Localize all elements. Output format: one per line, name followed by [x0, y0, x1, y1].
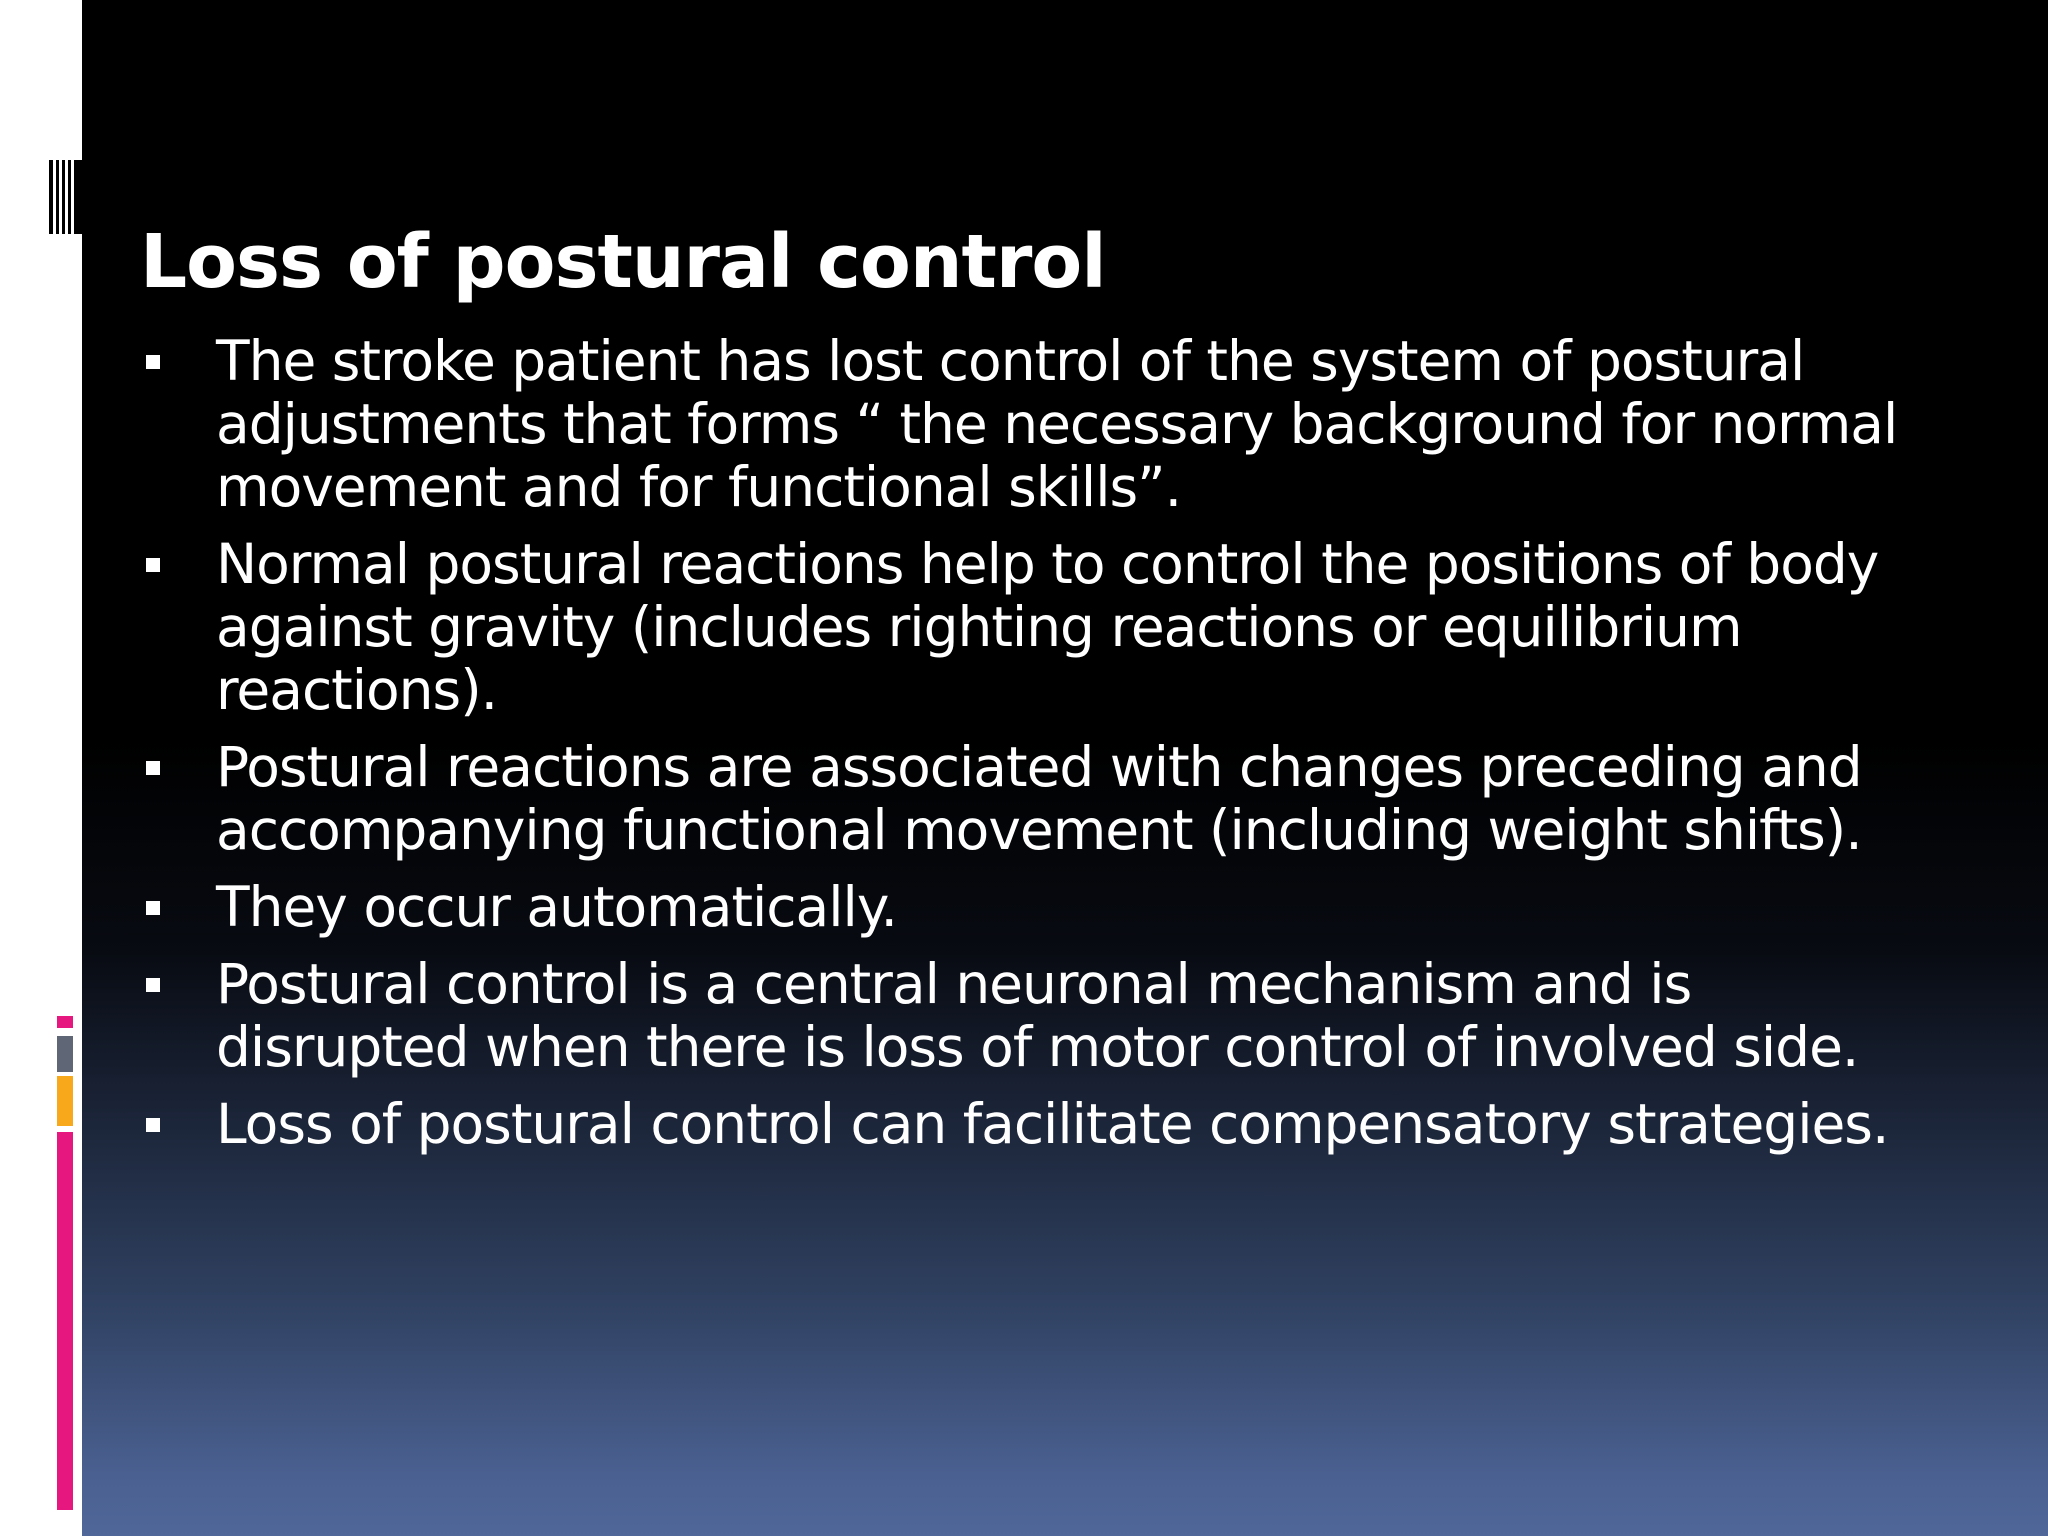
decorative-stripe	[74, 160, 82, 234]
bullet-item	[140, 953, 1920, 1079]
bullet-item	[140, 876, 1920, 939]
slide-title: Loss of postural control	[140, 219, 1106, 305]
bullet-item	[140, 1093, 1920, 1156]
accent-bar-slate	[57, 1036, 73, 1072]
square-bullet-icon	[146, 558, 160, 572]
square-bullet-icon	[146, 1118, 160, 1132]
decorative-stripe	[68, 160, 71, 234]
bullet-text: Loss of postural control can facilitate compensatory strategies.	[216, 1092, 1889, 1156]
square-bullet-icon	[146, 761, 160, 775]
bullet-text: Postural reactions are associated with changes preceding and accompanying functional movement (including weight shifts).	[216, 735, 1862, 862]
bullet-item	[140, 533, 1920, 722]
bullet-text: They occur automatically.	[216, 875, 898, 939]
bullet-text: Normal postural reactions help to control the positions of body against gravity (includes righting reactions or equilibrium reactions).	[216, 532, 1879, 722]
decorative-stripe	[49, 160, 53, 234]
bullet-item	[140, 736, 1920, 862]
accent-bar-pink-small	[57, 1016, 73, 1028]
accent-bar-pink	[57, 1132, 73, 1510]
decorative-stripe	[56, 160, 59, 234]
bullet-text: The stroke patient has lost control of the system of postural adjustments that forms “ the necessary background for normal movement and for functional skills”.	[216, 329, 1898, 519]
accent-bar-orange	[57, 1076, 73, 1126]
square-bullet-icon	[146, 901, 160, 915]
bullet-item	[140, 330, 1920, 519]
square-bullet-icon	[146, 355, 160, 369]
bullet-list	[140, 330, 1920, 1170]
decorative-stripe	[62, 160, 65, 234]
bullet-text: Postural control is a central neuronal mechanism and is disrupted when there is loss of motor control of involved side.	[216, 952, 1859, 1079]
square-bullet-icon	[146, 978, 160, 992]
